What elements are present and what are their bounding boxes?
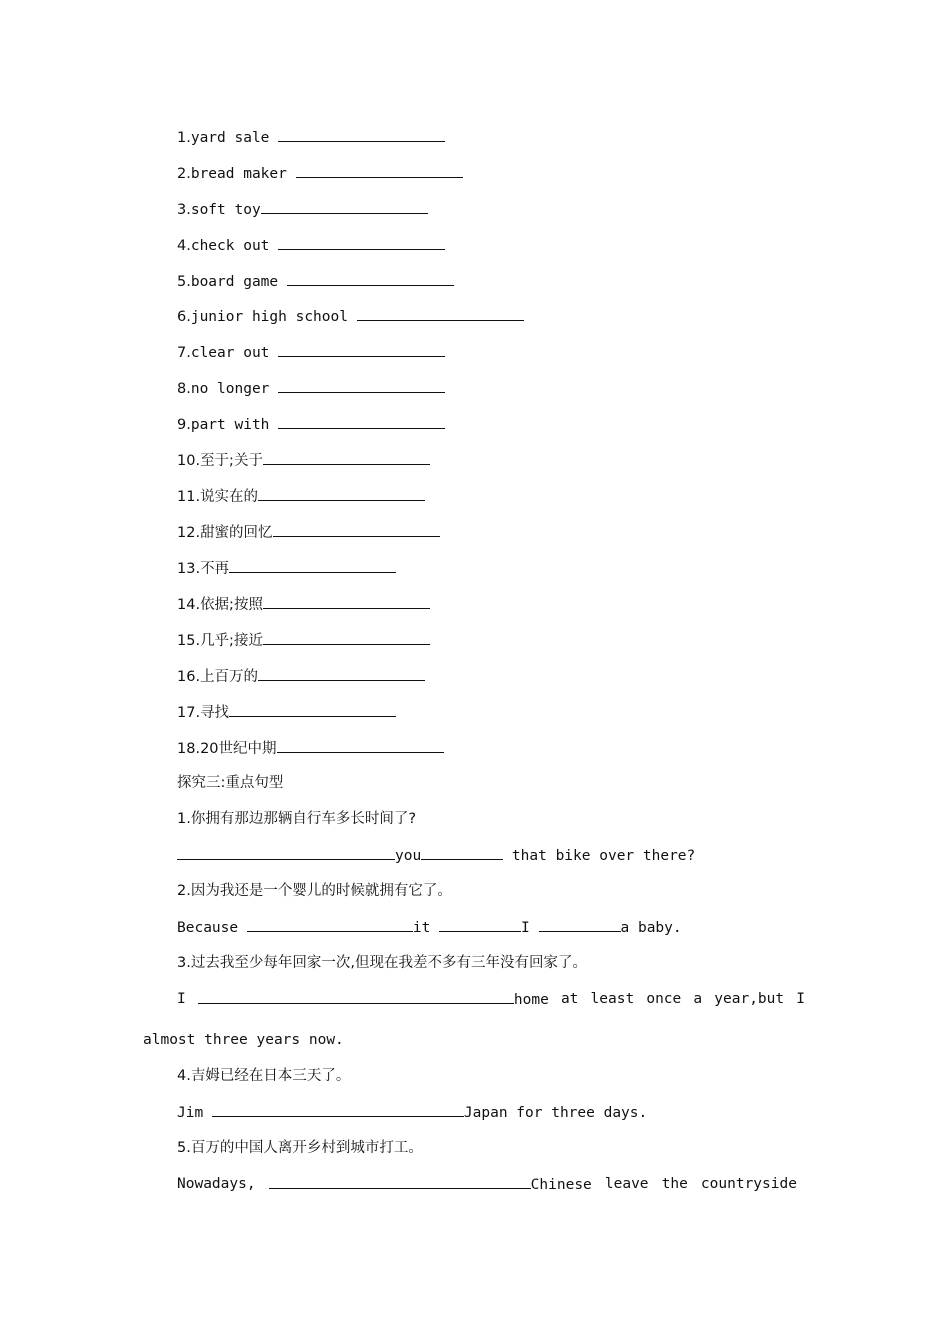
answer-blank[interactable] [539,917,621,932]
answer-blank[interactable] [273,522,440,537]
item-number: 3. [177,202,191,218]
item-text: no longer [190,381,279,397]
item-text: yard sale [190,130,279,146]
item-number: 17. [177,705,201,721]
item-text: board game [190,274,287,290]
item-number: 2. [177,166,191,182]
answer-blank[interactable] [229,702,396,717]
answer-blank[interactable] [439,917,521,932]
item-number: 3. [177,955,191,971]
answer-text: once [646,991,682,1007]
item-number: 16. [177,669,201,685]
item-text: junior high school [190,309,357,325]
answer-blank[interactable] [278,235,445,250]
answer-blank[interactable] [177,845,395,860]
sentence-3-answer-line-2: almost three years now. [143,1032,344,1048]
vocab-item-16 [177,666,425,687]
answer-blank[interactable] [278,414,445,429]
answer-text: I [177,991,186,1007]
item-number: 15. [177,633,201,649]
answer-text: home [513,992,549,1008]
answer-text: year,but [714,991,785,1007]
answer-blank[interactable] [278,342,445,357]
prompt-text: 你拥有那边那辆自行车多长时间了? [190,811,417,827]
sentence-3-answer [177,989,805,1010]
item-text: 至于;关于 [200,453,263,469]
section-heading: 探究三:重点句型 [177,775,284,791]
answer-text: Because [177,920,247,936]
answer-text: countryside [700,1176,797,1192]
vocab-item-1 [177,127,445,148]
vocab-item-6 [177,306,524,327]
item-number: 4. [177,1068,191,1084]
item-number: 1. [177,130,191,146]
vocab-item-14 [177,594,430,615]
item-text: check out [190,238,279,254]
answer-text: I [521,920,539,936]
answer-blank[interactable] [263,450,430,465]
sentence-5-prompt [177,1138,423,1158]
answer-blank[interactable] [269,1174,531,1189]
item-text: 上百万的 [200,669,259,685]
vocab-item-15 [177,630,430,651]
vocab-item-18 [177,738,444,759]
item-text: clear out [190,345,279,361]
item-text: 不再 [200,561,230,577]
answer-text: at [560,991,579,1007]
prompt-text: 因为我还是一个婴儿的时候就拥有它了。 [190,883,452,899]
item-text: part with [190,417,279,433]
item-text: 20世纪中期 [200,741,277,757]
answer-blank[interactable] [296,163,463,178]
item-number: 1. [177,811,191,827]
vocab-item-11 [177,486,425,507]
answer-blank[interactable] [247,917,413,932]
sentence-4-answer [177,1102,647,1123]
item-number: 5. [177,1140,191,1156]
item-text: 寻找 [200,705,230,721]
item-text: soft toy [190,202,261,218]
answer-text: it [412,920,440,936]
vocab-item-10 [177,450,430,471]
item-number: 12. [177,525,201,541]
answer-text: a baby. [620,920,682,936]
item-number: 10. [177,453,201,469]
answer-blank[interactable] [198,989,514,1004]
answer-blank[interactable] [261,199,428,214]
sentence-1-prompt [177,809,416,829]
answer-blank[interactable] [421,845,503,860]
answer-text: Jim [177,1105,212,1121]
answer-text: Japan for three days. [463,1105,648,1121]
answer-text: Nowadays, [177,1176,256,1192]
sentence-4-prompt [177,1066,350,1086]
answer-blank[interactable] [263,594,430,609]
prompt-text: 百万的中国人离开乡村到城市打工。 [190,1140,423,1156]
answer-text: I [796,991,805,1007]
answer-blank[interactable] [357,306,524,321]
item-number: 14. [177,597,201,613]
item-number: 18. [177,741,201,757]
answer-blank[interactable] [229,558,396,573]
vocab-item-17 [177,702,396,723]
sentence-3-prompt [177,953,587,973]
sentence-1-answer [177,845,695,866]
vocab-item-3 [177,199,428,220]
answer-blank[interactable] [258,666,425,681]
sentence-2-prompt [177,881,452,901]
answer-text: leave [604,1176,649,1192]
item-number: 6. [177,309,191,325]
prompt-text: 吉姆已经在日本三天了。 [190,1068,351,1084]
item-number: 13. [177,561,201,577]
item-number: 8. [177,381,191,397]
vocab-item-13 [177,558,396,579]
item-number: 11. [177,489,201,505]
answer-text: least [590,991,635,1007]
answer-blank[interactable] [287,271,454,286]
answer-blank[interactable] [277,738,444,753]
vocab-item-4 [177,235,445,256]
item-text: 依据;按照 [200,597,263,613]
answer-blank[interactable] [212,1102,464,1117]
prompt-text: 过去我至少每年回家一次,但现在我差不多有三年没有回家了。 [190,955,587,971]
vocab-item-9 [177,414,445,435]
vocab-item-5 [177,271,454,292]
answer-text: Chinese [530,1177,592,1193]
item-number: 5. [177,274,191,290]
sentence-5-answer [177,1174,797,1195]
vocab-item-2 [177,163,463,184]
sentence-2-answer [177,917,682,938]
item-number: 9. [177,417,191,433]
answer-blank[interactable] [278,378,445,393]
item-number: 7. [177,345,191,361]
vocab-item-12 [177,522,440,543]
answer-text: you [395,848,422,864]
item-number: 4. [177,238,191,254]
item-text: 甜蜜的回忆 [200,525,273,541]
vocab-item-8 [177,378,445,399]
answer-text: a [693,991,703,1007]
answer-text: the [661,1176,688,1192]
answer-text: that bike over there? [503,848,696,864]
answer-blank[interactable] [263,630,430,645]
answer-blank[interactable] [258,486,425,501]
vocab-item-7 [177,342,445,363]
item-text: 几乎;接近 [200,633,263,649]
item-text: bread maker [190,166,296,182]
item-number: 2. [177,883,191,899]
item-text: 说实在的 [200,489,259,505]
answer-blank[interactable] [278,127,445,142]
